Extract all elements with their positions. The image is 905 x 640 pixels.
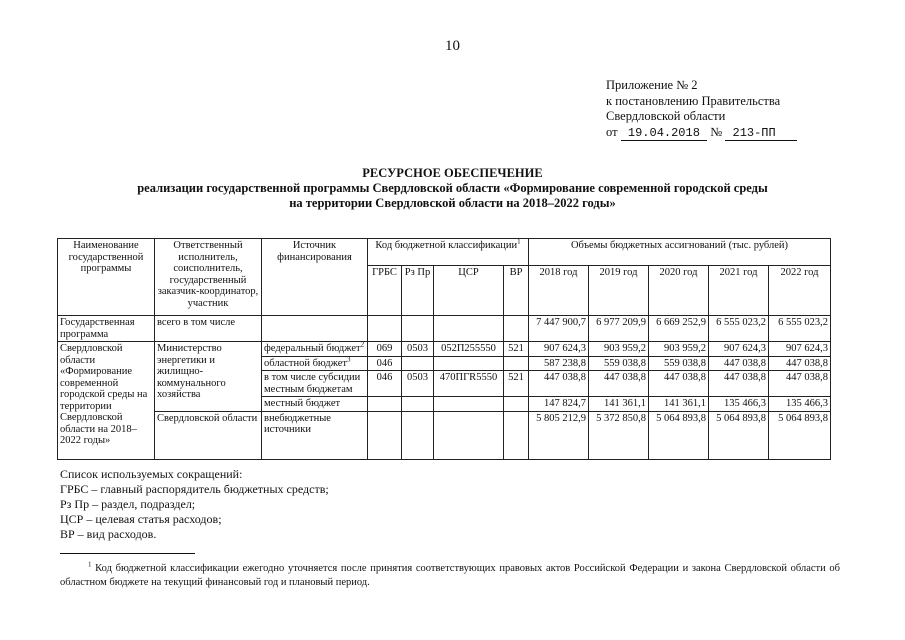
title-line-3: на территории Свердловской области на 2018–2022 годы» — [289, 196, 616, 210]
value-cell: 587 238,8 — [529, 356, 589, 371]
value-cell: 447 038,8 — [709, 371, 769, 397]
footnote-marker: 1 — [88, 560, 92, 569]
date-prefix: от — [606, 124, 618, 139]
header-year-2018: 2018 год — [529, 266, 589, 316]
value-cell: 447 038,8 — [589, 371, 649, 397]
header-year-2022: 2022 год — [769, 266, 831, 316]
abbreviations-title: Список используемых сокращений: — [60, 467, 243, 481]
abbreviation-item: ВР – вид расходов. — [60, 527, 157, 541]
value-cell: 6 977 209,9 — [589, 316, 649, 342]
value-cell: 447 038,8 — [529, 371, 589, 397]
rzpr-cell — [402, 316, 434, 342]
title-line-2: реализации государственной программы Свердловской области «Формирование современной городской среды — [137, 181, 768, 195]
grbs-cell: 046 — [368, 371, 402, 397]
vr-cell: 521 — [504, 371, 529, 397]
abbreviation-item: ГРБС – главный распорядитель бюджетных средств; — [60, 482, 329, 496]
csr-cell — [434, 316, 504, 342]
table-row — [58, 316, 831, 342]
header-rzpr: Рз Пр — [402, 266, 434, 316]
rzpr-cell: 0503 — [402, 371, 434, 397]
grbs-cell: 069 — [368, 342, 402, 357]
value-cell: 135 466,3 — [769, 397, 831, 412]
program-name-full: Свердловской области «Формирование современной городской среды на территории Свердловской области на 2018–2022 годы» — [58, 342, 155, 460]
header-year-2021: 2021 год — [709, 266, 769, 316]
responsible-total: всего в том числе — [155, 316, 262, 342]
value-cell: 903 959,2 — [589, 342, 649, 357]
document-title — [0, 166, 905, 211]
value-cell: 6 555 023,2 — [769, 316, 831, 342]
value-cell: 7 447 900,7 — [529, 316, 589, 342]
value-cell: 141 361,1 — [589, 397, 649, 412]
value-cell: 907 624,3 — [709, 342, 769, 357]
source-cell: федеральный бюджет$^2$ — [262, 342, 368, 357]
value-cell: 135 466,3 — [709, 397, 769, 412]
appendix-block — [606, 78, 797, 141]
value-cell: 447 038,8 — [649, 371, 709, 397]
responsible-ministry: Министерство энергетики и жилищно-коммунального хозяйства — [155, 342, 262, 412]
appendix-date-line — [606, 125, 797, 142]
value-cell: 5 064 893,8 — [709, 411, 769, 459]
rzpr-cell — [402, 397, 434, 412]
number-prefix: № — [710, 124, 723, 139]
header-source: Источник финансирования — [262, 239, 368, 316]
grbs-cell — [368, 316, 402, 342]
vr-cell: 521 — [504, 342, 529, 357]
source-cell: внебюджетные источники — [262, 411, 368, 459]
source-cell: в том числе субсидии местным бюджетам — [262, 371, 368, 397]
value-cell: 903 959,2 — [649, 342, 709, 357]
abbreviation-item: ЦСР – целевая статья расходов; — [60, 512, 222, 526]
header-vr: ВР — [504, 266, 529, 316]
abbreviations-list — [60, 467, 329, 542]
header-kbk: Код бюджетной классификации$^1$ — [368, 239, 529, 266]
value-cell: 447 038,8 — [769, 356, 831, 371]
value-cell: 5 064 893,8 — [769, 411, 831, 459]
resource-table-wrap — [57, 238, 831, 460]
rzpr-cell: 0503 — [402, 342, 434, 357]
header-year-2019: 2019 год — [589, 266, 649, 316]
header-responsible: Ответственный исполнитель, соисполнитель, государственный заказчик-координатор, участник — [155, 239, 262, 316]
value-cell: 447 038,8 — [709, 356, 769, 371]
header-volumes: Объемы бюджетных ассигнований (тыс. рублей) — [529, 239, 831, 266]
title-line-1: РЕСУРСНОЕ ОБЕСПЕЧЕНИЕ — [362, 166, 543, 180]
vr-cell — [504, 397, 529, 412]
value-cell: 141 361,1 — [649, 397, 709, 412]
table-row — [58, 342, 831, 357]
header-csr: ЦСР — [434, 266, 504, 316]
value-cell: 907 624,3 — [529, 342, 589, 357]
page-number: 10 — [445, 38, 460, 54]
header-year-2020: 2020 год — [649, 266, 709, 316]
value-cell: 5 805 212,9 — [529, 411, 589, 459]
value-cell: 559 038,8 — [649, 356, 709, 371]
appendix-line-2: к постановлению Правительства — [606, 93, 781, 108]
csr-cell: 052П255550 — [434, 342, 504, 357]
csr-cell — [434, 356, 504, 371]
grbs-cell — [368, 397, 402, 412]
resource-table — [57, 238, 831, 460]
abbreviation-item: Рз Пр – раздел, подраздел; — [60, 497, 196, 511]
vr-cell — [504, 411, 529, 459]
responsible-region: Свердловской области — [155, 411, 262, 459]
resolution-date: 19.04.2018 — [621, 126, 707, 141]
grbs-cell — [368, 411, 402, 459]
grbs-cell: 046 — [368, 356, 402, 371]
appendix-line-1: Приложение № 2 — [606, 78, 698, 92]
csr-cell — [434, 397, 504, 412]
value-cell: 5 372 850,8 — [589, 411, 649, 459]
value-cell: 447 038,8 — [769, 371, 831, 397]
value-cell: 6 669 252,9 — [649, 316, 709, 342]
vr-cell — [504, 316, 529, 342]
resolution-number: 213-ПП — [725, 126, 797, 141]
source-cell: областной бюджет$^3$ — [262, 356, 368, 371]
value-cell: 559 038,8 — [589, 356, 649, 371]
value-cell: 907 624,3 — [769, 342, 831, 357]
csr-cell — [434, 411, 504, 459]
rzpr-cell — [402, 356, 434, 371]
value-cell: 6 555 023,2 — [709, 316, 769, 342]
appendix-line-3: Свердловской области — [606, 109, 726, 123]
footnote — [60, 562, 840, 590]
rzpr-cell — [402, 411, 434, 459]
footnote-text: Код бюджетной классификации ежегодно уточняется после принятия соответствующих правовых актов Российской Федерации и закона Свердловской области об областном бюджете на текущий финансовый год и плановый период. — [60, 563, 840, 588]
source-cell — [262, 316, 368, 342]
csr-cell: 470ПГR5550 — [434, 371, 504, 397]
vr-cell — [504, 356, 529, 371]
footnote-divider — [60, 553, 195, 554]
value-cell: 147 824,7 — [529, 397, 589, 412]
header-grbs: ГРБС — [368, 266, 402, 316]
value-cell: 5 064 893,8 — [649, 411, 709, 459]
source-cell: местный бюджет — [262, 397, 368, 412]
program-name-top: Государственная программа — [58, 316, 155, 342]
table-row — [58, 411, 831, 459]
header-program-name: Наименование государственной программы — [58, 239, 155, 316]
